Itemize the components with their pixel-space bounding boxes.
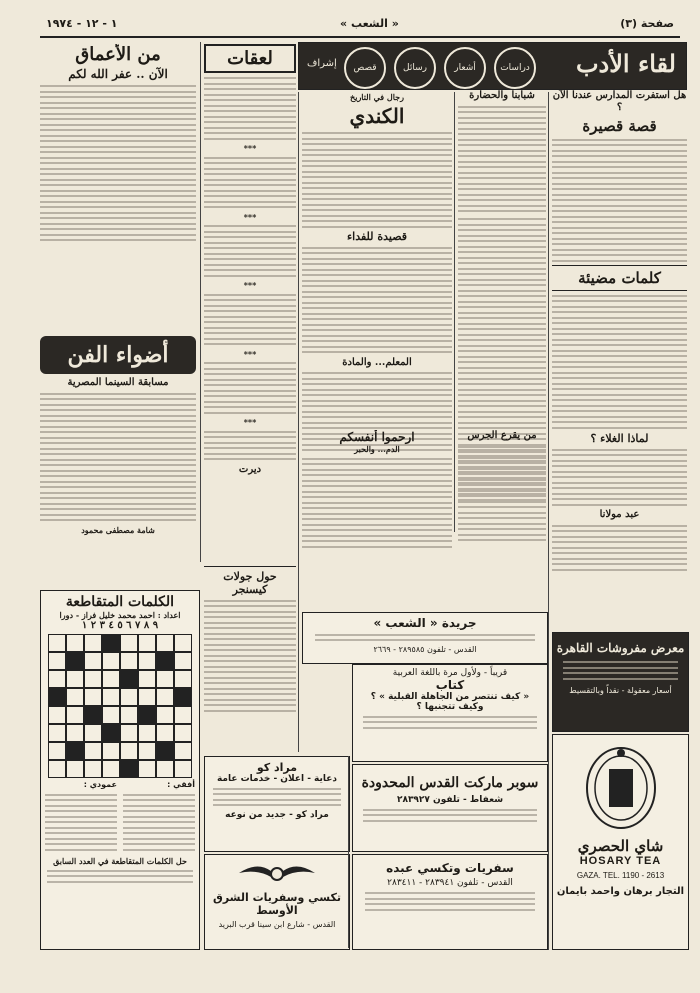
ad-rule (348, 756, 349, 948)
crossword-cell (84, 724, 102, 742)
crossword-cell (156, 652, 174, 670)
crossword-grid (48, 634, 192, 778)
col1-text-1 (552, 139, 687, 262)
crossword-cell (174, 760, 192, 778)
col1-text-4 (552, 525, 687, 571)
banner-title: لقاء الأدب (575, 49, 676, 78)
crossword-cell (120, 634, 138, 652)
col3-piece-5: *** (243, 417, 257, 427)
crossword-cell (48, 742, 66, 760)
crossword-cell (48, 670, 66, 688)
crossword-cell (102, 742, 120, 760)
crossword-cell (102, 724, 120, 742)
book-title: « كيف تنتصر من الجاهلة القبلية » ؟ وكيف تتجنبها ؟ (370, 692, 530, 712)
crossword-cell (138, 634, 156, 652)
book-ad (352, 664, 548, 762)
crossword-cell (138, 706, 156, 724)
crossword-author: اعداد : احمد محمد خليل فراز - دورا (59, 610, 181, 620)
airline-ad (204, 854, 350, 950)
crossword-cell (84, 688, 102, 706)
column-rule-3 (298, 92, 299, 752)
crossword-cell (66, 706, 84, 724)
col3-text-6 (204, 431, 296, 461)
badge-3: رسائل (394, 47, 436, 89)
crossword-cell (66, 760, 84, 778)
crossword-cell (174, 724, 192, 742)
col3-text-3 (204, 225, 296, 277)
tea-owner: التجار برهان واحمد بايمان (556, 886, 685, 897)
col4-heading: من الأعماق (75, 44, 161, 65)
crossword-cell (120, 706, 138, 724)
crossword-cell (138, 724, 156, 742)
supermarket-ad (352, 764, 548, 852)
tea-brand-en: HOSARY TEA (579, 855, 662, 867)
column-4 (40, 44, 196, 334)
jareeda-title: جريدة « الشعب » (373, 616, 477, 630)
jareeda-tel: القدس - تلفون ٢٨٩٥٨٥ - ٢٦٦٩ (373, 644, 477, 654)
furniture-ad-title: معرض مفروشات القاهرة (556, 641, 685, 655)
col3-piece-2: *** (243, 211, 257, 222)
banner-subtitle: إشراف (307, 58, 337, 69)
crossword-cell (174, 742, 192, 760)
page-header (40, 14, 680, 38)
col3-signature: ديرت (238, 463, 262, 475)
taxi-tel: القدس - تلفون ٢٨٣٩٤١ - ٢٨٣٤١١ (387, 878, 513, 888)
col3-piece-4: *** (243, 348, 257, 359)
crossword-cell (102, 760, 120, 778)
col3b-text (204, 600, 296, 712)
col2-head3: المعلم... والمادة (342, 356, 412, 368)
col4-text-1 (40, 85, 196, 241)
jareeda-text (315, 634, 535, 642)
crossword-cell (156, 670, 174, 688)
book-text (363, 716, 537, 729)
crossword-cell (102, 706, 120, 724)
col3-series: حول جولات كيسنجر (204, 566, 296, 596)
col1-article2: كلمات مضيئة (552, 265, 687, 291)
taxi-name: سفريات وتكسي عبده (386, 861, 514, 875)
col2-lower-text-1 (458, 446, 546, 542)
tea-tel: GAZA. TEL. 1190 - 2613 (576, 871, 665, 880)
crossword-cell (102, 688, 120, 706)
crossword-cell (138, 652, 156, 670)
crossword-cell (102, 652, 120, 670)
col2b-text-1 (302, 132, 452, 228)
crossword-cell (138, 760, 156, 778)
crossword-cell (48, 652, 66, 670)
cinema-head: أضواء الفن (40, 336, 196, 374)
down-clues (45, 794, 117, 851)
crossword-cell (66, 688, 84, 706)
crossword-cell (102, 634, 120, 652)
crossword-cell (174, 706, 192, 724)
crossword-cell (66, 652, 84, 670)
col1-author: عبد مولانا (599, 509, 640, 520)
crossword-cell (138, 742, 156, 760)
column-rule-1 (548, 92, 549, 950)
column-2-lower (302, 430, 546, 610)
crossword-cell (120, 670, 138, 688)
column-rule-4 (200, 42, 201, 562)
column-1 (552, 90, 687, 630)
crossword-cell (120, 652, 138, 670)
supermarket-text (363, 809, 537, 822)
crossword-cell (84, 742, 102, 760)
crossword-down: عمودي : (83, 780, 117, 789)
cinema-sub: مسابقة السينما المصرية (67, 377, 169, 388)
crossword-cell (120, 688, 138, 706)
column-3 (204, 44, 296, 564)
col2-col-head2: ارحموا أنفسكم (339, 430, 415, 444)
col3-heading: لعقات (204, 44, 296, 73)
muradco-body: دعاية - اعلان - خدمات عامة (216, 774, 338, 784)
crossword-across: أفقي : (167, 780, 195, 789)
banner-badges (344, 47, 536, 89)
col3-text-2 (204, 157, 296, 209)
crossword-cell (66, 634, 84, 652)
taxi-text (365, 892, 535, 911)
crossword-head: الكلمات المتقاطعة (65, 594, 175, 610)
furniture-ad-sub: أسعار معقولة - نقداً وبالتقسيط (569, 685, 672, 695)
cinema-text (40, 393, 196, 522)
tea-ad (552, 734, 689, 950)
crossword-cell (174, 670, 192, 688)
crossword-cell (84, 652, 102, 670)
cinema-writer: شامة مصطفى محمود (81, 524, 155, 535)
col3-piece-3: *** (243, 280, 257, 290)
crossword-cell (174, 688, 192, 706)
crossword-cell (174, 634, 192, 652)
crossword-cell (48, 688, 66, 706)
supermarket-name: سوبر ماركت القدس المحدودة (361, 775, 539, 791)
crossword-numbers: ٩ ٨ ٧ ٦ ٥ ٤ ٣ ٢ ١ (81, 620, 159, 631)
col2b-text-2 (302, 247, 452, 354)
crossword-cell (120, 742, 138, 760)
col1-text-2 (552, 295, 687, 429)
crossword-cell (174, 652, 192, 670)
airline-tel: القدس - شارع ابن سينا قرب البريد (218, 920, 336, 929)
col1-story: قصة قصيرة (582, 117, 657, 135)
tea-brand: شاي الحصري (577, 837, 664, 855)
taxi-ad (352, 854, 548, 950)
col2-article-sub: رجال في التاريخ (350, 92, 404, 102)
paper-name: « الشعب » (340, 17, 399, 30)
across-clues (123, 794, 195, 851)
crossword-box (40, 590, 200, 950)
col3-text-1 (204, 77, 296, 140)
col2-lower-text-2 (302, 458, 452, 548)
jareeda-box (302, 612, 548, 664)
col2-article-head: الكندي (349, 104, 405, 128)
furniture-ad-text (563, 661, 678, 680)
book-sub: قريباً - ولأول مرة باللغة العربية (392, 668, 508, 678)
col3-text-4 (204, 294, 296, 346)
badge-2: أشعار (444, 47, 486, 89)
crossword-cell (84, 706, 102, 724)
muradco-ad (204, 756, 350, 852)
crossword-cell (156, 742, 174, 760)
crossword-cell (84, 670, 102, 688)
col3-piece-1: *** (243, 143, 257, 153)
crossword-cell (66, 742, 84, 760)
muradco-tel: مراد كو - جديد من نوعه (225, 809, 329, 820)
crossword-solution: حل الكلمات المتقاطعة في العدد السابق (53, 856, 187, 866)
supermarket-tel: شعفاط - تلفون ٢٨٣٩٢٧ (396, 795, 504, 805)
wings-logo-icon (237, 859, 317, 887)
crossword-cell (156, 688, 174, 706)
muradco-head: مراد كو (256, 761, 298, 774)
cinema-section (40, 336, 196, 586)
crossword-cell (48, 760, 66, 778)
col2-heading: شبابنا والحضارة (469, 90, 535, 101)
crossword-cell (156, 724, 174, 742)
crossword-cell (48, 706, 66, 724)
col2-poem2: الدم... والحبر (354, 444, 400, 454)
col1-text-3 (552, 449, 687, 506)
airline-name: تكسي وسفريات الشرق الأوسط (212, 891, 341, 917)
crossword-cell (84, 634, 102, 652)
column-3b (204, 566, 296, 752)
solution-text (47, 870, 193, 883)
crossword-cell (48, 724, 66, 742)
col2-poem: قصيدة للفداء (346, 230, 408, 243)
crossword-cell (120, 760, 138, 778)
crossword-cell (138, 670, 156, 688)
col1-article3: لماذا الغلاء ؟ (590, 431, 649, 445)
crossword-cell (138, 688, 156, 706)
crossword-cell (156, 760, 174, 778)
furniture-ad (552, 632, 689, 732)
crossword-cell (156, 634, 174, 652)
crossword-cell (48, 634, 66, 652)
crossword-cell (66, 670, 84, 688)
badge-4: قصص (344, 47, 386, 89)
book-head: كتاب (435, 678, 465, 692)
tea-logo-icon (581, 743, 661, 833)
crossword-cell (102, 670, 120, 688)
col4-subheading: الآن .. عفر الله لكم (68, 67, 168, 81)
page-number: صفحة (٣) (620, 17, 674, 30)
muradco-text (213, 788, 341, 807)
crossword-cell (84, 760, 102, 778)
col1-head: هل استفرت المدارس عندنا الآن ؟ (552, 90, 687, 113)
crossword-cell (120, 724, 138, 742)
literature-banner (298, 42, 687, 90)
crossword-cell (156, 706, 174, 724)
crossword-cell (66, 724, 84, 742)
issue-date: ١ - ١٢ - ١٩٧٤ (46, 17, 118, 30)
col2a-text-1 (458, 106, 546, 213)
col2-col-head: من يقرع الجرس (467, 430, 537, 441)
col3-text-5 (204, 362, 296, 414)
badge-1: دراسات (494, 47, 536, 89)
